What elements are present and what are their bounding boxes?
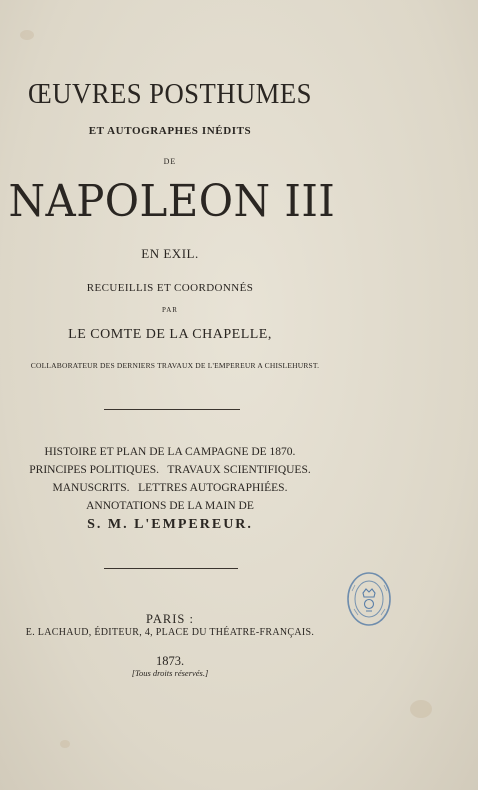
library-stamp (346, 571, 392, 627)
foxing-spot (60, 740, 70, 748)
contents-line: MANUSCRITS. LETTRES AUTOGRAPHIÉES. (52, 482, 288, 494)
author-role: COLLABORATEUR DES DERNIERS TRAVAUX DE L'EMPEREUR A CHISLEHURST. (30, 361, 320, 370)
heading-recueillis: RECUEILLIS ET COORDONNÉS (86, 282, 254, 294)
contents-line: ANNOTATIONS DE LA MAIN DE (86, 500, 254, 512)
heading-napoleon: NAPOLEON III (8, 176, 336, 227)
heading-autographes: ET AUTOGRAPHES INÉDITS (88, 125, 252, 137)
contents-line: HISTOIRE ET PLAN DE LA CAMPAGNE DE 1870. (44, 446, 296, 458)
divider-rule (104, 409, 240, 410)
imprint-rights: [Tous droits réservés.] (131, 668, 209, 678)
heading-oeuvres: ŒUVRES POSTHUMES (28, 78, 312, 110)
foxing-spot (20, 30, 34, 40)
contents-emperor: S. M. L'EMPEREUR. (87, 517, 253, 532)
imprint-city: PARIS : (146, 612, 194, 626)
contents-line: PRINCIPES POLITIQUES. TRAVAUX SCIENTIFIQUES. (29, 464, 311, 476)
author-line: LE COMTE DE LA CHAPELLE, (68, 327, 272, 342)
imprint-publisher: E. LACHAUD, ÉDITEUR, 4, PLACE DU THÉATRE-FRANÇAIS. (25, 627, 315, 638)
divider-rule (104, 568, 238, 569)
heading-exil: EN EXIL. (141, 246, 199, 261)
foxing-spot (410, 700, 432, 718)
imprint-year: 1873. (155, 654, 185, 668)
seal-icon (346, 571, 392, 627)
heading-par: PAR (162, 306, 178, 314)
heading-de: DE (163, 157, 177, 166)
